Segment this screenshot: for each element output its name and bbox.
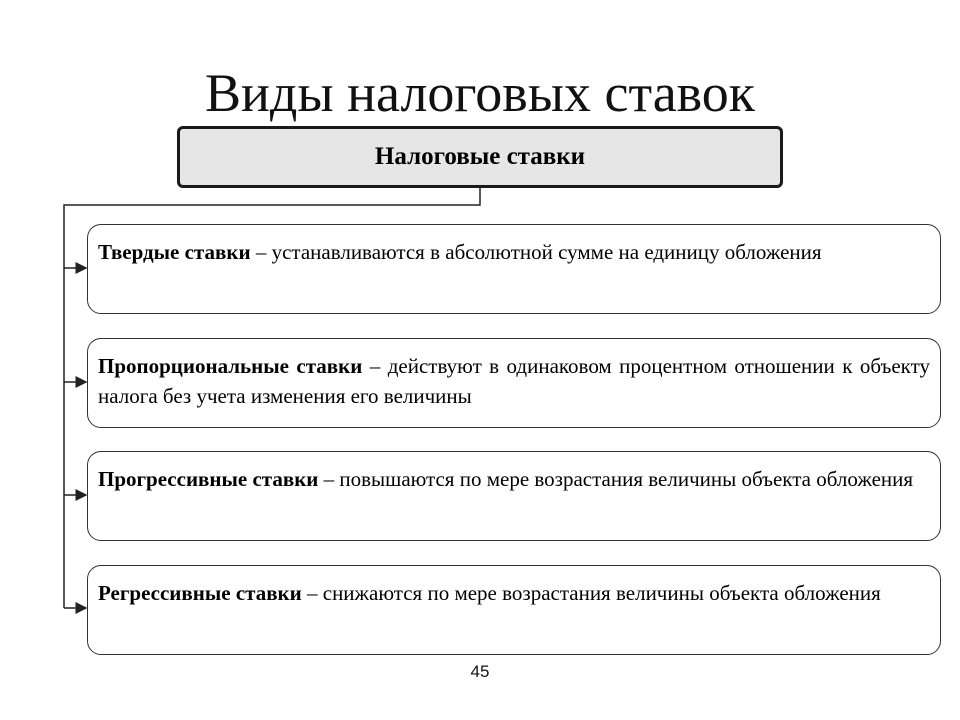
- root-node-box: [177, 126, 783, 188]
- rate-term: Регрессивные ставки: [98, 581, 302, 605]
- rate-description: – устанавливаются в абсолютной сумме на единицу обложения: [250, 240, 822, 264]
- rate-term: Пропорциональные ставки: [98, 354, 363, 378]
- rate-term: Твердые ставки: [98, 240, 251, 264]
- rate-box-regressive: [87, 565, 941, 655]
- root-node-label: Налоговые ставки: [374, 143, 586, 170]
- rate-box-fixed: [87, 224, 941, 314]
- page-number: 45: [470, 662, 490, 681]
- rate-box-progressive: [87, 451, 941, 541]
- rate-term: Прогрессивные ставки: [98, 467, 319, 491]
- rate-box-proportional: [87, 338, 941, 428]
- rate-description: – действуют в одинаковом процентном отношении к объекту налога без учета изменения его величины: [98, 354, 930, 408]
- rate-description: – снижаются по мере возрастания величины объекта обложения: [301, 581, 881, 605]
- slide-title: Виды налоговых ставок: [204, 63, 756, 123]
- rate-description: – повышаются по мере возрастания величины объекта обложения: [318, 467, 914, 491]
